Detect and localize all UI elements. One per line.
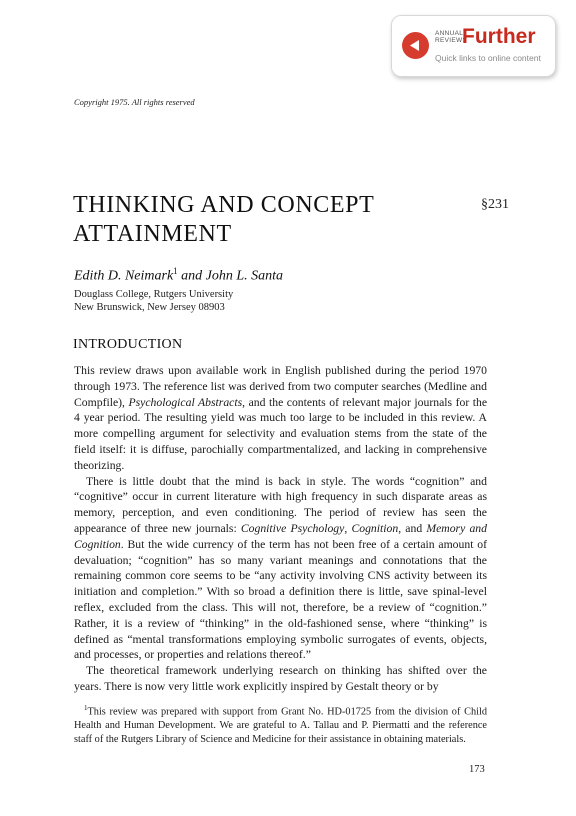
affiliation (74, 288, 233, 314)
author-line (74, 266, 283, 285)
section-heading: INTRODUCTION (73, 337, 183, 352)
p2-text-e: , and (398, 521, 427, 535)
further-label: Further (462, 25, 536, 48)
section-number: §231 (481, 197, 509, 212)
reviews-label: REVIEWS (435, 37, 468, 44)
quick-links-label: Quick links to online content (435, 53, 541, 63)
author-second: John L. Santa (205, 268, 284, 284)
annual-reviews-further-banner[interactable] (391, 15, 556, 77)
author-first: Edith D. Neimark (74, 268, 174, 284)
copyright-notice: Copyright 1975. All rights reserved (74, 97, 195, 107)
p2-text-c: , (344, 521, 352, 535)
footnote-mark: 1 (84, 704, 88, 712)
paragraph-2 (74, 474, 487, 664)
p2-italic-journal-1: Cognitive Psychology (240, 521, 345, 535)
p1-text-c: , and the contents of relevant major journals for the 4 year period. The resulting yield was much too large to be included in this review. A more compelling argument for selectivity and evaluation stems from the state of the field itself: it is diffuse, parochially compartmentalized, and lacking in comprehensive theorizing. (74, 395, 488, 472)
p2-italic-journal-3: Memory and Cognition (74, 521, 487, 551)
page-number: 173 (469, 764, 485, 775)
play-back-icon (402, 32, 429, 59)
author-footnote-mark[interactable]: 1 (173, 266, 178, 276)
p2-italic-journal-2: Cognition (351, 521, 399, 535)
annual-label: ANNUAL (435, 30, 464, 37)
p1-text-a: This review draws upon available work in English published during the period 1970 through 1973. The reference list was derived from two computer searches (Medline and Compfile), (74, 364, 487, 409)
p2-text-a: There is little doubt that the mind is back in style. The words “cognition” and “cognitive” occur in current literature with high frequency in such disparate areas as memory, perception, and even conditioning. The period of review has seen the appearance of three new journals: (74, 474, 487, 535)
paragraph-1 (74, 363, 487, 474)
paragraph-3: The theoretical framework underlying research on thinking has shifted over the years. There is now very little work explicitly inspired by Gestalt theory or by (74, 664, 487, 693)
footnote-text: This review was prepared with support from Grant No. HD-01725 from the division of Child Health and Human Development. We are grateful to A. Tallau and P. Piermatti and the reference staff of the Rutgers Library of Science and Medicine for their assistance in obtaining materials. (74, 706, 487, 746)
article-title: THINKING AND CONCEPT ATTAINMENT (73, 192, 374, 247)
p2-text-g: . But the wide currency of the term has not been free of a certain amount of devaluation; “cognition” has so many variant meanings and connotations that the remaining common core seems to be “any activity involving CNS activity between its initiation and completion.” With so broad a definition there is little, save spinal-level reflex, excluded from the class. This will not, therefore, be a review of “cognition.” Rather, it is a review of “thinking” in the old-fashioned sense, where “thinking” is defined as “mental transformations employing symbolic surrogates of events, objects, and processes, or properties and relations thereof.” (74, 537, 487, 662)
affiliation-line-1: Douglass College, Rutgers University (74, 289, 234, 300)
body-text (74, 363, 487, 695)
p1-italic-journal: Psychological Abstracts (128, 395, 243, 409)
affiliation-line-2: New Brunswick, New Jersey 08903 (74, 302, 225, 313)
footnote (74, 701, 487, 747)
author-connector: and (177, 268, 206, 284)
